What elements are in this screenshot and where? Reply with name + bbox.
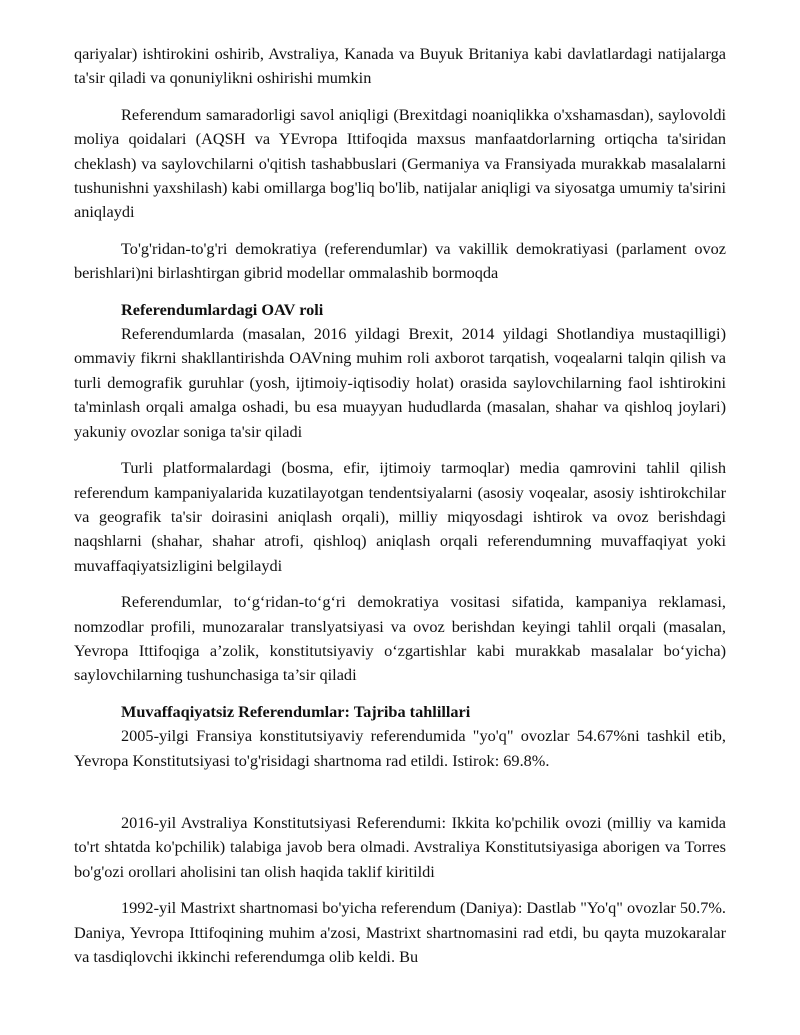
section-heading-media-role: Referendumlardagi OAV roli [121,299,324,319]
paragraph-australia-2016: 2016-yil Avstraliya Konstitutsiyasi Referendumi: Ikkita ko'pchilik ovozi (milliy va kamida to'rt shtatda ko'pchilik) talabiga javob bera olmadi. Avstraliya Konstitutsiyasiga aborigen va Torres bo'g'ozi orollari aholisini tan olish haqida taklif kiritildi [74,812,726,881]
paragraph-france-2005: 2005-yilgi Fransiya konstitutsiyaviy referendumida "yo'q" ovozlar 54.67%ni tashkil etib, Yevropa Konstitutsiyasi to'g'risidagi shartnoma rad etildi. Istirok: 69.8%. [74,726,726,770]
section-heading-failed-referendums: Muvaffaqiyatsiz Referendumlar: Tajriba tahlillari [121,701,471,721]
document-page [74,42,726,969]
paragraph-hybrid-models: To'g'ridan-to'g'ri demokratiya (referendumlar) va vakillik demokratiyasi (parlament ovoz berishlari)ni birlashtirgan gibrid modellar ommalashib bormoqda [74,238,726,283]
paragraph-referendum-effectiveness: Referendum samaradorligi savol aniqligi (Brexitdagi noaniqlikka o'xshamasdan), saylovoldi moliya qoidalari (AQSH va YEvropa Ittifoqida maxsus manfaatdorlarning ortiqcha ta'siridan cheklash) va saylovchilarni o'qitish tashabbuslari (Germaniya va Fransiyada murakkab masalalarni tushunishni yaxshilash) kabi omillarga bog'liq bo'lib, natijalar aniqligi va siyosatga umumiy ta'sirini aniqlaydi [74,104,726,222]
paragraph-continuation: qariyalar) ishtirokini oshirib, Avstraliya, Kanada va Buyuk Britaniya kabi davlatlardagi natijalarga ta'sir qiladi va qonuniylikni oshirishi mumkin [74,44,726,88]
paragraph-maastricht-1992: 1992-yil Mastrixt shartnomasi bo'yicha referendum (Daniya): Dastlab "Yo'q" ovozlar 50.7%. Daniya, Yevropa Ittifoqining muhim a'zosi, Mastrixt shartnomasini rad etdi, bu qayta muzokaralar va tasdiqlovchi ikkinchi referendumga olib keldi. Bu [74,898,726,966]
paragraph-media-role: Referendumlarda (masalan, 2016 yildagi Brexit, 2014 yildagi Shotlandiya mustaqilligi) ommaviy fikrni shakllantirishda OAVning muhim roli axborot tarqatish, voqealarni talqin qilish va turli demografik guruhlar (yosh, ijtimoiy-iqtisodiy holat) orasida saylovchilarning faol ishtirokini ta'minlash orqali amalga oshadi, bu esa muayyan hududlarda (masalan, shahar va qishloq joylari) yakuniy ovozlar soniga ta'sir qiladi [74,324,726,441]
paragraph-media-coverage: Turli platformalardagi (bosma, efir, ijtimoiy tarmoqlar) media qamrovini tahlil qilish referendum kampaniyalarida kuzatilayotgan tendentsiyalarni (asosiy voqealar, asosiy ishtirokchilar va geografik ta'sir doirasini aniqlash orqali), milliy miqyosdagi ishtirok va ovoz berishdagi naqshlarni (shahar, shahar atrofi, qishloq) aniqlash orqali referendumning muvaffaqiyat yoki muvaffaqiyatsizligini belgilaydi [74,458,726,575]
paragraph-referendum-influence: Referendumlar, to‘g‘ridan-to‘g‘ri demokratiya vositasi sifatida, kampaniya reklamasi, nomzodlar profili, munozaralar translyatsiyasi va ovoz berishdan keyingi tahlil orqali (masalan, Yevropa Ittifoqiga a’zolik, konstitutsiyaviy o‘zgartishlar kabi murakkab masalalar bo‘yicha) saylovchilarning tushunchasiga ta’sir qiladi [74,592,726,685]
